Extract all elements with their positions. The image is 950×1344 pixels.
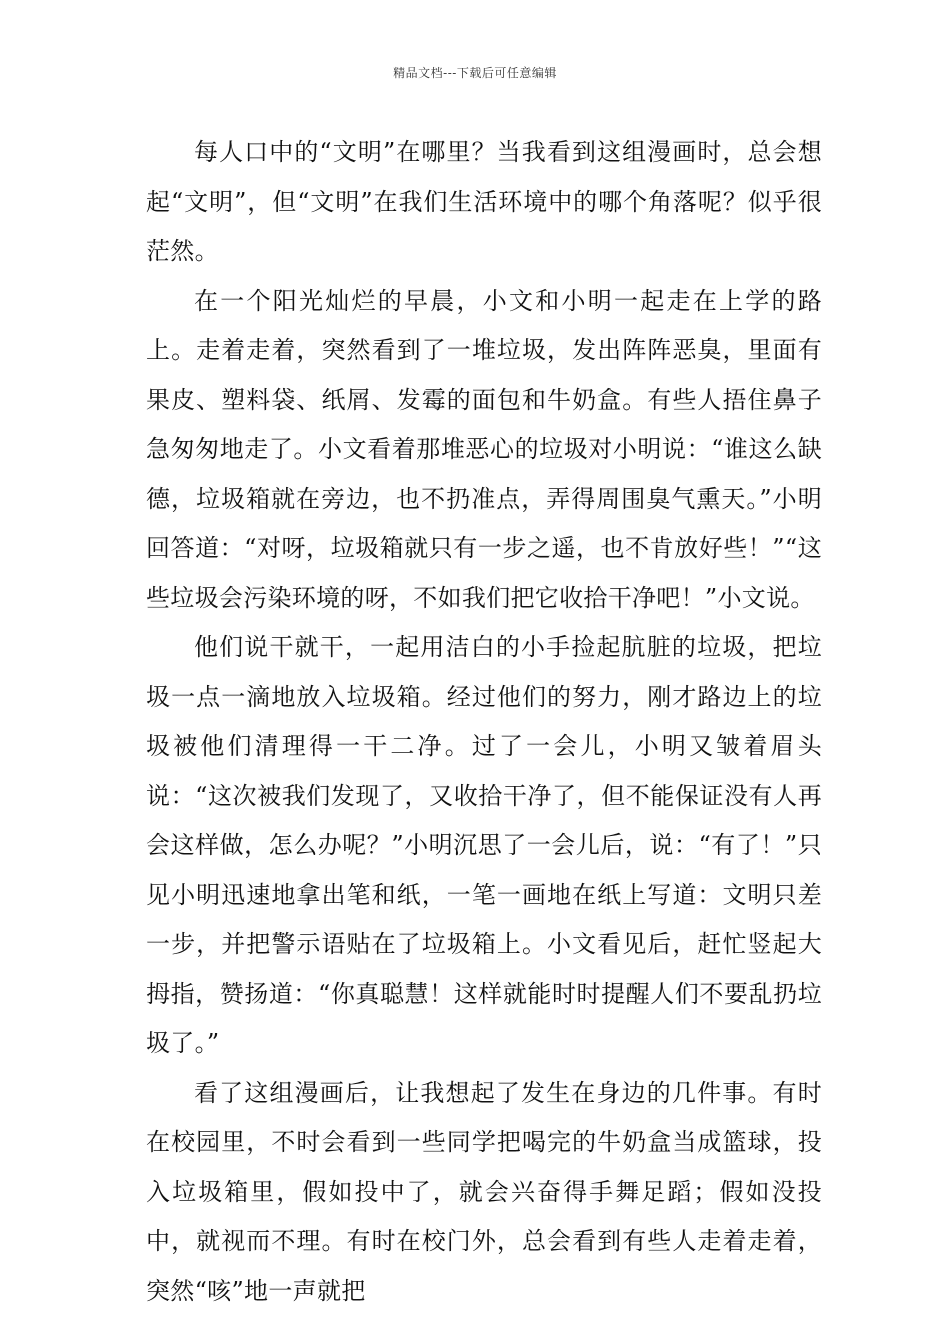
paragraph-1: 每人口中的“文明”在哪里？当我看到这组漫画时，总会想起“文明”，但“文明”在我们生活环境中的哪个角落呢？似乎很茫然。	[146, 138, 822, 265]
paragraph-2: 在一个阳光灿烂的早晨，小文和小明一起走在上学的路上。走着走着，突然看到了一堆垃圾，发出阵阵恶臭，里面有果皮、塑料袋、纸屑、发霉的面包和牛奶盒。有些人捂住鼻子急匆匆地走了。小文看着那堆恶心的垃圾对小明说：“谁这么缺德，垃圾箱就在旁边，也不扔准点，弄得周围臭气熏天。”小明回答道：“对呀，垃圾箱就只有一步之遥，也不肯放好些！”“这些垃圾会污染环境的呀，不如我们把它收拾干净吧！”小文说。	[146, 286, 822, 612]
paragraph-3: 他们说干就干，一起用洁白的小手捡起肮脏的垃圾，把垃圾一点一滴地放入垃圾箱。经过他们的努力，刚才路边上的垃圾被他们清理得一干二净。过了一会儿，小明又皱着眉头说：“这次被我们发现了，又收拾干净了，但不能保证没有人再会这样做，怎么办呢？”小明沉思了一会儿后，说：“有了！”只见小明迅速地拿出笔和纸，一笔一画地在纸上写道：文明只差一步，并把警示语贴在了垃圾箱上。小文看见后，赶忙竖起大拇指，赞扬道：“你真聪慧！这样就能时时提醒人们不要乱扔垃圾了。”	[146, 633, 822, 1057]
page-header: 精品文档---下载后可任意编辑	[393, 66, 557, 80]
article-body	[146, 128, 822, 1316]
paragraph-4: 看了这组漫画后，让我想起了发生在身边的几件事。有时在校园里，不时会看到一些同学把喝完的牛奶盒当成篮球，投入垃圾箱里，假如投中了，就会兴奋得手舞足蹈；假如没投中，就视而不理。有时在校门外，总会看到有些人走着走着，突然“咳”地一声就把	[146, 1078, 822, 1305]
